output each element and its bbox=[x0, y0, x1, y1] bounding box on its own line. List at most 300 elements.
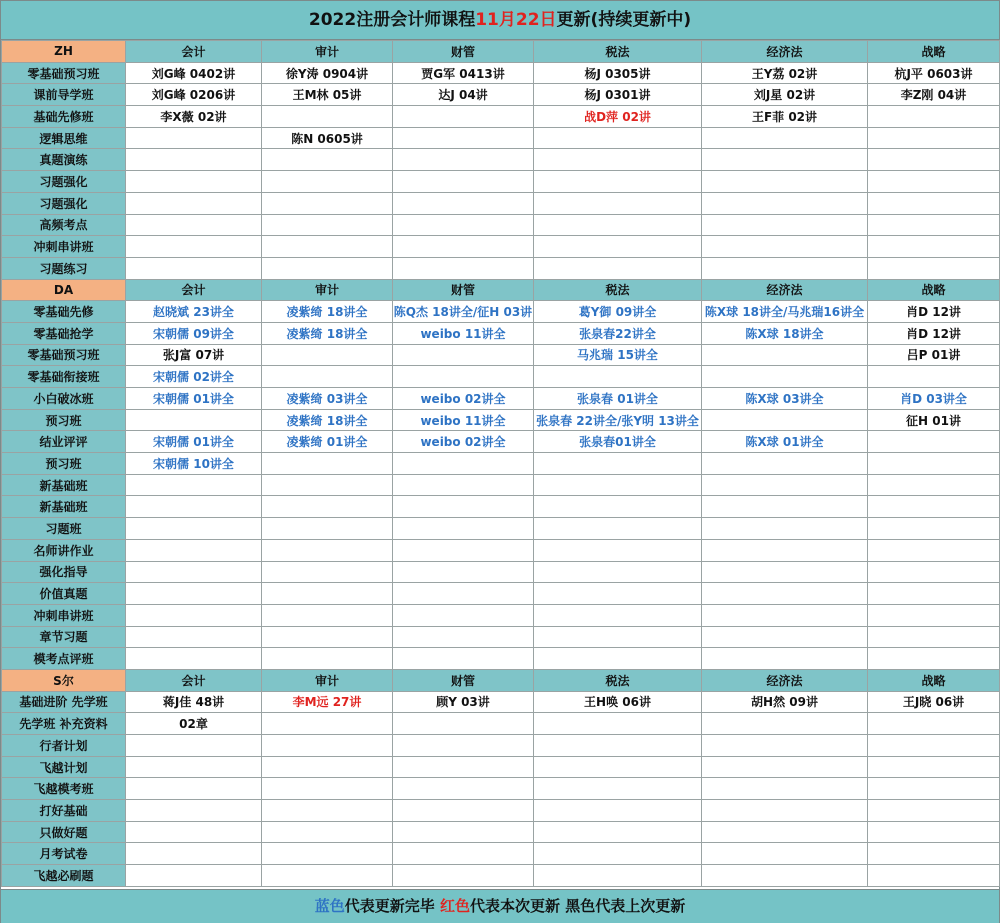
table-cell bbox=[702, 648, 868, 670]
row-label: 预习班 bbox=[2, 409, 126, 431]
row-label: 习题班 bbox=[2, 518, 126, 540]
row-label: 飞越必刷题 bbox=[2, 865, 126, 887]
table-row bbox=[2, 149, 1000, 171]
table-cell bbox=[126, 171, 262, 193]
table-cell bbox=[534, 127, 702, 149]
table-cell bbox=[262, 561, 393, 583]
table-cell bbox=[534, 149, 702, 171]
table-cell bbox=[702, 778, 868, 800]
table-cell: 刘J星 02讲 bbox=[702, 84, 868, 106]
table-cell bbox=[393, 626, 534, 648]
table-cell bbox=[393, 149, 534, 171]
table-row bbox=[2, 756, 1000, 778]
table-cell: 杭J平 0603讲 bbox=[868, 62, 1000, 84]
row-label: 冲刺串讲班 bbox=[2, 236, 126, 258]
table-cell: 征H 01讲 bbox=[868, 409, 1000, 431]
table-row bbox=[2, 388, 1000, 410]
column-header: 经济法 bbox=[702, 41, 868, 63]
row-label: 基础进阶 先学班 bbox=[2, 691, 126, 713]
table-cell: 02章 bbox=[126, 713, 262, 735]
column-header: 战略 bbox=[868, 41, 1000, 63]
table-row bbox=[2, 431, 1000, 453]
table-cell bbox=[126, 561, 262, 583]
row-label: 章节习题 bbox=[2, 626, 126, 648]
table-cell bbox=[262, 735, 393, 757]
table-cell bbox=[702, 496, 868, 518]
row-label: 结业评评 bbox=[2, 431, 126, 453]
table-cell bbox=[393, 583, 534, 605]
table-cell bbox=[262, 518, 393, 540]
column-header: 财管 bbox=[393, 669, 534, 691]
table-cell bbox=[262, 474, 393, 496]
table-cell: 王F菲 02讲 bbox=[702, 106, 868, 128]
table-cell: 马兆瑞 15讲全 bbox=[534, 344, 702, 366]
table-cell bbox=[534, 583, 702, 605]
title-prefix: 2022注册会计师课程 bbox=[308, 10, 476, 30]
row-label: 只做好题 bbox=[2, 821, 126, 843]
table-cell bbox=[702, 409, 868, 431]
table-row bbox=[2, 453, 1000, 475]
column-header: 审计 bbox=[262, 669, 393, 691]
row-label: 逻辑思维 bbox=[2, 127, 126, 149]
table-cell: 王H唤 06讲 bbox=[534, 691, 702, 713]
table-cell bbox=[262, 257, 393, 279]
table-cell bbox=[702, 236, 868, 258]
course-table bbox=[1, 40, 1000, 887]
table-row bbox=[2, 171, 1000, 193]
table-cell bbox=[868, 236, 1000, 258]
column-header: 经济法 bbox=[702, 669, 868, 691]
table-cell: 徐Y涛 0904讲 bbox=[262, 62, 393, 84]
table-cell: 凌紫绮 01讲全 bbox=[262, 431, 393, 453]
table-row bbox=[2, 236, 1000, 258]
table-row bbox=[2, 322, 1000, 344]
table-cell: 凌紫绮 18讲全 bbox=[262, 322, 393, 344]
table-cell: 张泉春22讲全 bbox=[534, 322, 702, 344]
row-label: 先学班 补充资料 bbox=[2, 713, 126, 735]
table-cell bbox=[702, 453, 868, 475]
table-cell bbox=[534, 561, 702, 583]
table-cell bbox=[126, 583, 262, 605]
table-cell bbox=[262, 539, 393, 561]
row-label: 行者计划 bbox=[2, 735, 126, 757]
table-cell bbox=[262, 865, 393, 887]
table-cell bbox=[262, 106, 393, 128]
table-row bbox=[2, 84, 1000, 106]
table-cell bbox=[534, 778, 702, 800]
table-cell bbox=[702, 561, 868, 583]
table-cell bbox=[126, 756, 262, 778]
table-cell bbox=[868, 821, 1000, 843]
table-cell bbox=[702, 149, 868, 171]
table-cell: 顾Y 03讲 bbox=[393, 691, 534, 713]
table-cell: 肖D 03讲全 bbox=[868, 388, 1000, 410]
column-header: 税法 bbox=[534, 669, 702, 691]
table-cell bbox=[702, 865, 868, 887]
table-cell bbox=[393, 474, 534, 496]
table-row bbox=[2, 366, 1000, 388]
table-cell bbox=[393, 756, 534, 778]
legend-red-text: 代表本次更新 bbox=[470, 897, 566, 915]
table-cell bbox=[868, 539, 1000, 561]
table-row bbox=[2, 648, 1000, 670]
row-label: 零基础抢学 bbox=[2, 322, 126, 344]
table-row bbox=[2, 626, 1000, 648]
column-header: 战略 bbox=[868, 279, 1000, 301]
table-cell: 宋朝儒 10讲全 bbox=[126, 453, 262, 475]
table-cell bbox=[126, 778, 262, 800]
table-cell: 陈X球 03讲全 bbox=[702, 388, 868, 410]
table-cell bbox=[126, 518, 262, 540]
table-cell bbox=[868, 778, 1000, 800]
table-cell: 陈X球 18讲全 bbox=[702, 322, 868, 344]
table-cell bbox=[534, 821, 702, 843]
row-label: 价值真题 bbox=[2, 583, 126, 605]
column-header: 财管 bbox=[393, 41, 534, 63]
table-cell bbox=[393, 778, 534, 800]
table-cell bbox=[393, 171, 534, 193]
table-cell bbox=[393, 865, 534, 887]
column-header: 审计 bbox=[262, 279, 393, 301]
row-label: 课前导学班 bbox=[2, 84, 126, 106]
table-cell bbox=[702, 756, 868, 778]
table-cell bbox=[868, 800, 1000, 822]
table-cell bbox=[868, 561, 1000, 583]
row-label: 新基础班 bbox=[2, 474, 126, 496]
title-date: 11月22日 bbox=[475, 10, 557, 30]
table-cell: weibo 11讲全 bbox=[393, 322, 534, 344]
table-cell bbox=[702, 192, 868, 214]
table-cell bbox=[534, 192, 702, 214]
table-cell bbox=[262, 778, 393, 800]
legend-red-word: 红色 bbox=[439, 897, 470, 915]
table-cell bbox=[534, 214, 702, 236]
table-row bbox=[2, 561, 1000, 583]
table-cell bbox=[534, 843, 702, 865]
table-cell bbox=[262, 843, 393, 865]
table-cell: 葛Y御 09讲全 bbox=[534, 301, 702, 323]
table-cell bbox=[534, 604, 702, 626]
table-cell bbox=[393, 800, 534, 822]
table-cell bbox=[262, 171, 393, 193]
legend-blue-text: 代表更新完毕 bbox=[344, 897, 440, 915]
table-row bbox=[2, 127, 1000, 149]
table-cell bbox=[126, 626, 262, 648]
table-cell bbox=[702, 474, 868, 496]
table-cell bbox=[868, 583, 1000, 605]
row-label: 零基础预习班 bbox=[2, 344, 126, 366]
table-cell bbox=[262, 800, 393, 822]
table-row bbox=[2, 735, 1000, 757]
table-cell bbox=[262, 604, 393, 626]
column-header: 审计 bbox=[262, 41, 393, 63]
table-cell bbox=[534, 539, 702, 561]
section-name: ZH bbox=[2, 41, 126, 63]
table-cell: 贾G军 0413讲 bbox=[393, 62, 534, 84]
column-header: 税法 bbox=[534, 41, 702, 63]
table-row bbox=[2, 843, 1000, 865]
table-cell: 杨J 0301讲 bbox=[534, 84, 702, 106]
table-row bbox=[2, 409, 1000, 431]
section-header-row bbox=[2, 41, 1000, 63]
table-cell bbox=[393, 843, 534, 865]
column-header: 经济法 bbox=[702, 279, 868, 301]
table-cell: 王M林 05讲 bbox=[262, 84, 393, 106]
table-row bbox=[2, 344, 1000, 366]
table-row bbox=[2, 604, 1000, 626]
table-cell: 宋朝儒 01讲全 bbox=[126, 388, 262, 410]
section-name: DA bbox=[2, 279, 126, 301]
table-cell: 凌紫绮 18讲全 bbox=[262, 301, 393, 323]
table-cell: 张泉春 22讲全/张Y明 13讲全 bbox=[534, 409, 702, 431]
table-cell bbox=[868, 192, 1000, 214]
table-row bbox=[2, 192, 1000, 214]
table-cell: 张泉春 01讲全 bbox=[534, 388, 702, 410]
table-cell bbox=[702, 366, 868, 388]
table-cell bbox=[262, 344, 393, 366]
table-cell bbox=[702, 800, 868, 822]
table-cell bbox=[534, 756, 702, 778]
table-cell bbox=[393, 214, 534, 236]
table-cell: 宋朝儒 02讲全 bbox=[126, 366, 262, 388]
table-cell bbox=[868, 518, 1000, 540]
column-header: 战略 bbox=[868, 669, 1000, 691]
row-label: 高频考点 bbox=[2, 214, 126, 236]
table-cell bbox=[868, 214, 1000, 236]
table-cell bbox=[534, 171, 702, 193]
table-cell bbox=[868, 127, 1000, 149]
table-cell bbox=[702, 626, 868, 648]
table-cell bbox=[702, 214, 868, 236]
table-cell bbox=[393, 539, 534, 561]
table-cell: 张泉春01讲全 bbox=[534, 431, 702, 453]
table-row bbox=[2, 865, 1000, 887]
table-cell bbox=[393, 518, 534, 540]
table-cell bbox=[126, 604, 262, 626]
table-cell bbox=[393, 236, 534, 258]
table-cell bbox=[702, 344, 868, 366]
row-label: 月考试卷 bbox=[2, 843, 126, 865]
table-cell bbox=[534, 236, 702, 258]
table-cell: 凌紫绮 03讲全 bbox=[262, 388, 393, 410]
table-cell bbox=[393, 604, 534, 626]
table-row bbox=[2, 539, 1000, 561]
table-cell bbox=[126, 821, 262, 843]
table-cell bbox=[868, 149, 1000, 171]
table-cell: 李Z刚 04讲 bbox=[868, 84, 1000, 106]
table-cell bbox=[393, 366, 534, 388]
row-label: 基础先修班 bbox=[2, 106, 126, 128]
table-cell bbox=[868, 171, 1000, 193]
table-cell: 陈X球 01讲全 bbox=[702, 431, 868, 453]
section-header-row bbox=[2, 669, 1000, 691]
table-cell bbox=[262, 149, 393, 171]
row-label: 零基础先修 bbox=[2, 301, 126, 323]
table-cell bbox=[393, 453, 534, 475]
table-row bbox=[2, 496, 1000, 518]
table-cell bbox=[702, 843, 868, 865]
table-cell bbox=[262, 756, 393, 778]
table-cell bbox=[868, 453, 1000, 475]
table-cell bbox=[868, 735, 1000, 757]
table-cell bbox=[868, 713, 1000, 735]
table-cell bbox=[262, 648, 393, 670]
table-cell bbox=[126, 236, 262, 258]
table-cell bbox=[534, 800, 702, 822]
table-cell bbox=[702, 127, 868, 149]
table-cell bbox=[702, 539, 868, 561]
table-cell bbox=[534, 865, 702, 887]
table-cell: 陈Q杰 18讲全/征H 03讲 bbox=[393, 301, 534, 323]
table-cell bbox=[126, 800, 262, 822]
title-suffix: 更新(持续更新中) bbox=[556, 10, 692, 30]
table-cell bbox=[126, 843, 262, 865]
table-cell: 蒋J佳 48讲 bbox=[126, 691, 262, 713]
table-cell bbox=[126, 214, 262, 236]
table-cell bbox=[126, 648, 262, 670]
table-row bbox=[2, 257, 1000, 279]
table-cell bbox=[702, 583, 868, 605]
table-cell bbox=[868, 431, 1000, 453]
table-row bbox=[2, 214, 1000, 236]
table-cell bbox=[393, 821, 534, 843]
table-cell: 胡H然 09讲 bbox=[702, 691, 868, 713]
table-cell bbox=[868, 756, 1000, 778]
legend-blue-word: 蓝色 bbox=[314, 897, 345, 915]
table-row bbox=[2, 778, 1000, 800]
table-row bbox=[2, 713, 1000, 735]
table-cell bbox=[393, 106, 534, 128]
table-cell bbox=[393, 496, 534, 518]
table-cell: 李M远 27讲 bbox=[262, 691, 393, 713]
table-cell: 张J富 07讲 bbox=[126, 344, 262, 366]
table-cell: 战D萍 02讲 bbox=[534, 106, 702, 128]
column-header: 会计 bbox=[126, 41, 262, 63]
table-cell bbox=[534, 496, 702, 518]
table-cell bbox=[126, 539, 262, 561]
table-row bbox=[2, 62, 1000, 84]
table-cell bbox=[262, 713, 393, 735]
row-label: 新基础班 bbox=[2, 496, 126, 518]
table-cell: weibo 02讲全 bbox=[393, 388, 534, 410]
table-cell bbox=[868, 366, 1000, 388]
table-cell: 王Y荔 02讲 bbox=[702, 62, 868, 84]
table-cell bbox=[126, 735, 262, 757]
table-row bbox=[2, 106, 1000, 128]
section-header-row bbox=[2, 279, 1000, 301]
table-cell bbox=[126, 257, 262, 279]
column-header: 税法 bbox=[534, 279, 702, 301]
table-cell: 达J 04讲 bbox=[393, 84, 534, 106]
row-label: 模考点评班 bbox=[2, 648, 126, 670]
table-cell bbox=[393, 127, 534, 149]
table-cell bbox=[262, 236, 393, 258]
table-row bbox=[2, 518, 1000, 540]
row-label: 零基础衔接班 bbox=[2, 366, 126, 388]
table-cell: 陈N 0605讲 bbox=[262, 127, 393, 149]
table-row bbox=[2, 691, 1000, 713]
table-cell bbox=[702, 518, 868, 540]
table-cell bbox=[534, 257, 702, 279]
row-label: 强化指导 bbox=[2, 561, 126, 583]
table-cell bbox=[702, 171, 868, 193]
table-cell bbox=[868, 865, 1000, 887]
table-cell bbox=[534, 713, 702, 735]
table-cell: 凌紫绮 18讲全 bbox=[262, 409, 393, 431]
row-label: 飞越模考班 bbox=[2, 778, 126, 800]
table-cell: 宋朝儒 01讲全 bbox=[126, 431, 262, 453]
table-cell: 刘G峰 0402讲 bbox=[126, 62, 262, 84]
table-cell bbox=[262, 821, 393, 843]
table-cell bbox=[534, 474, 702, 496]
table-cell bbox=[702, 604, 868, 626]
table-cell bbox=[126, 149, 262, 171]
table-cell bbox=[262, 583, 393, 605]
table-cell bbox=[534, 648, 702, 670]
table-cell bbox=[702, 257, 868, 279]
table-cell bbox=[868, 257, 1000, 279]
table-cell bbox=[702, 713, 868, 735]
table-cell bbox=[393, 561, 534, 583]
table-cell bbox=[393, 257, 534, 279]
table-cell bbox=[393, 192, 534, 214]
table-cell bbox=[702, 821, 868, 843]
section-name: S尔 bbox=[2, 669, 126, 691]
table-cell: 刘G峰 0206讲 bbox=[126, 84, 262, 106]
table-row bbox=[2, 583, 1000, 605]
row-label: 零基础预习班 bbox=[2, 62, 126, 84]
table-cell bbox=[262, 626, 393, 648]
table-cell: 肖D 12讲 bbox=[868, 322, 1000, 344]
table-cell bbox=[262, 496, 393, 518]
column-header: 会计 bbox=[126, 279, 262, 301]
row-label: 名师讲作业 bbox=[2, 539, 126, 561]
table-cell bbox=[126, 127, 262, 149]
table-cell: weibo 02讲全 bbox=[393, 431, 534, 453]
row-label: 小白破冰班 bbox=[2, 388, 126, 410]
row-label: 习题强化 bbox=[2, 171, 126, 193]
table-cell bbox=[393, 344, 534, 366]
table-cell bbox=[868, 843, 1000, 865]
table-cell bbox=[868, 496, 1000, 518]
table-cell: 宋朝儒 09讲全 bbox=[126, 322, 262, 344]
table-cell bbox=[262, 192, 393, 214]
table-cell bbox=[868, 626, 1000, 648]
table-cell: 李X薇 02讲 bbox=[126, 106, 262, 128]
table-cell: 赵晓斌 23讲全 bbox=[126, 301, 262, 323]
table-cell bbox=[534, 626, 702, 648]
row-label: 习题强化 bbox=[2, 192, 126, 214]
column-header: 会计 bbox=[126, 669, 262, 691]
table-cell bbox=[126, 496, 262, 518]
page-title bbox=[1, 1, 999, 40]
row-label: 冲刺串讲班 bbox=[2, 604, 126, 626]
table-cell bbox=[126, 474, 262, 496]
table-cell bbox=[393, 648, 534, 670]
table-cell bbox=[393, 713, 534, 735]
table-cell bbox=[534, 453, 702, 475]
legend-black-text: 黑色代表上次更新 bbox=[565, 897, 686, 915]
legend bbox=[1, 889, 999, 923]
table-cell bbox=[868, 106, 1000, 128]
table-cell bbox=[702, 735, 868, 757]
table-cell: 肖D 12讲 bbox=[868, 301, 1000, 323]
row-label: 预习班 bbox=[2, 453, 126, 475]
table-cell bbox=[126, 409, 262, 431]
table-row bbox=[2, 821, 1000, 843]
row-label: 打好基础 bbox=[2, 800, 126, 822]
row-label: 飞越计划 bbox=[2, 756, 126, 778]
